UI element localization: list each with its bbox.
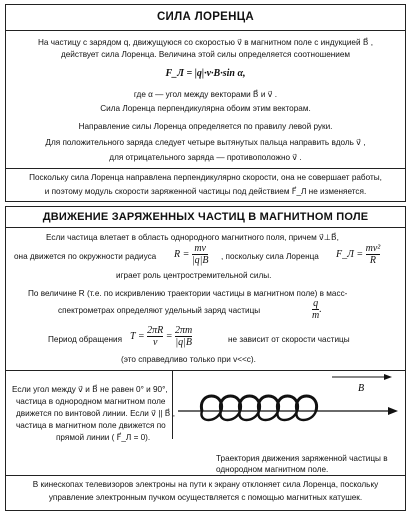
helix-text-line: Если угол между v⃗ и B⃗ не равен 0° и 90°, xyxy=(12,385,168,394)
motion-para-line: (это справедливо только при v<<c). xyxy=(121,355,256,364)
b-vector-arrowhead xyxy=(384,374,392,380)
motion-para-line: она движется по окружности радиуса xyxy=(14,252,157,261)
period-num-2: 2πm xyxy=(175,325,193,336)
lorentz-note-line: Поскольку сила Лоренца направлена перпендикулярно скорости, она не совершает работы, xyxy=(29,173,382,182)
motion-para-line: Если частица влетает в область однородного магнитного поля, причем v⃗⊥B⃗, xyxy=(46,233,339,242)
charge-num: q xyxy=(313,298,319,309)
force-lhs: F_Л = xyxy=(336,248,364,260)
lorentz-force-panel xyxy=(5,4,406,202)
charge-den: m xyxy=(312,310,320,321)
period-fraction-2 xyxy=(175,325,192,348)
period-num-1: 2πR xyxy=(147,325,164,336)
field-axis-arrowhead xyxy=(388,407,398,415)
helix-text-line: прямой линии ( F⃗_Л = 0). xyxy=(56,433,151,442)
helix-coil-back xyxy=(201,411,316,420)
motion-para-line: , поскольку сила Лоренца xyxy=(221,252,319,261)
period-lhs: T = xyxy=(130,330,145,342)
lorentz-formula: F_Л = |q|·v·B·sin α, xyxy=(165,68,246,79)
motion-note-line: управление электронным пучком осуществляется с помощью магнитных катушек. xyxy=(48,493,363,502)
period-den-2: |q|B xyxy=(175,337,192,348)
diagram-caption: однородном магнитном поле. xyxy=(216,465,329,474)
force-formula xyxy=(336,243,380,266)
motion-title: ДВИЖЕНИЕ ЗАРЯЖЕННЫХ ЧАСТИЦ В МАГНИТНОМ ПОЛЕ xyxy=(6,207,405,228)
divider xyxy=(6,475,405,476)
motion-note-line: В кинескопах телевизоров электроны на пути к экрану отклоняет сила Лоренца, поскольку xyxy=(32,480,379,489)
force-den: R xyxy=(366,254,381,266)
particle-motion-panel xyxy=(5,206,406,511)
period-equals: = xyxy=(165,330,173,342)
diagram-caption: Траектория движения заряженной частицы в xyxy=(216,454,388,463)
motion-para-line: не зависит от скорости частицы xyxy=(228,335,350,344)
lorentz-note-line: и поэтому модуль скорости заряженной частицы под действием F⃗_Л не изменяется. xyxy=(44,187,367,196)
period-den-1: v xyxy=(147,336,163,348)
lorentz-para-line: для отрицательного заряда — противоположно v⃗ . xyxy=(109,153,302,162)
helix-coil-front xyxy=(201,396,316,411)
lorentz-title: СИЛА ЛОРЕНЦА xyxy=(6,5,405,31)
radius-formula xyxy=(174,243,208,266)
helix-text-line: частица в однородном магнитном поле xyxy=(16,397,166,406)
b-vector-label: B⃗ xyxy=(358,383,372,394)
period-fraction-1 xyxy=(147,325,163,348)
helix-trajectory-diagram xyxy=(174,373,404,441)
lorentz-para-line: Направление силы Лоренца определяется по правилу левой руки. xyxy=(78,122,333,131)
force-num: mv² xyxy=(365,243,381,254)
lorentz-para-line: действует сила Лоренца. Величина этой силы определяется соотношением xyxy=(60,50,351,59)
motion-para-line: играет роль центростремительной силы. xyxy=(116,271,272,280)
motion-para-line: спектрометрах определяют удельный заряд частицы xyxy=(58,306,261,315)
radius-lhs: R = xyxy=(174,248,190,260)
motion-para-line: Период обращения xyxy=(48,335,123,344)
force-fraction xyxy=(366,243,381,266)
helix-text-line: движется по винтовой линии. Если v⃗ || B⃗ , xyxy=(16,409,175,418)
lorentz-para-line: Сила Лоренца перпендикулярна обоим этим векторам. xyxy=(100,104,311,113)
helix-text-line: частица в магнитном поле движется по xyxy=(16,421,166,430)
period-formula xyxy=(130,325,192,348)
period-dot: . xyxy=(319,303,322,315)
lorentz-para-line: На частицу с зарядом q, движущуюся со скоростью v⃗ в магнитном поле с индукцией B⃗ , xyxy=(37,38,374,47)
divider xyxy=(6,168,405,169)
radius-fraction xyxy=(192,243,209,266)
motion-para-line: По величине R (т.е. по искривлению траектории частицы в магнитном поле) в масс- xyxy=(28,289,348,298)
divider xyxy=(6,370,405,371)
radius-den: |q|B xyxy=(191,255,209,266)
lorentz-para-line: где α — угол между векторами B⃗ и v⃗ . xyxy=(133,90,278,99)
lorentz-para-line: Для положительного заряда следует четыре вытянутых пальца направить вдоль v⃗ , xyxy=(45,138,366,147)
divider-vertical xyxy=(172,370,173,439)
radius-num: mv xyxy=(194,243,206,254)
specific-charge xyxy=(312,298,322,321)
